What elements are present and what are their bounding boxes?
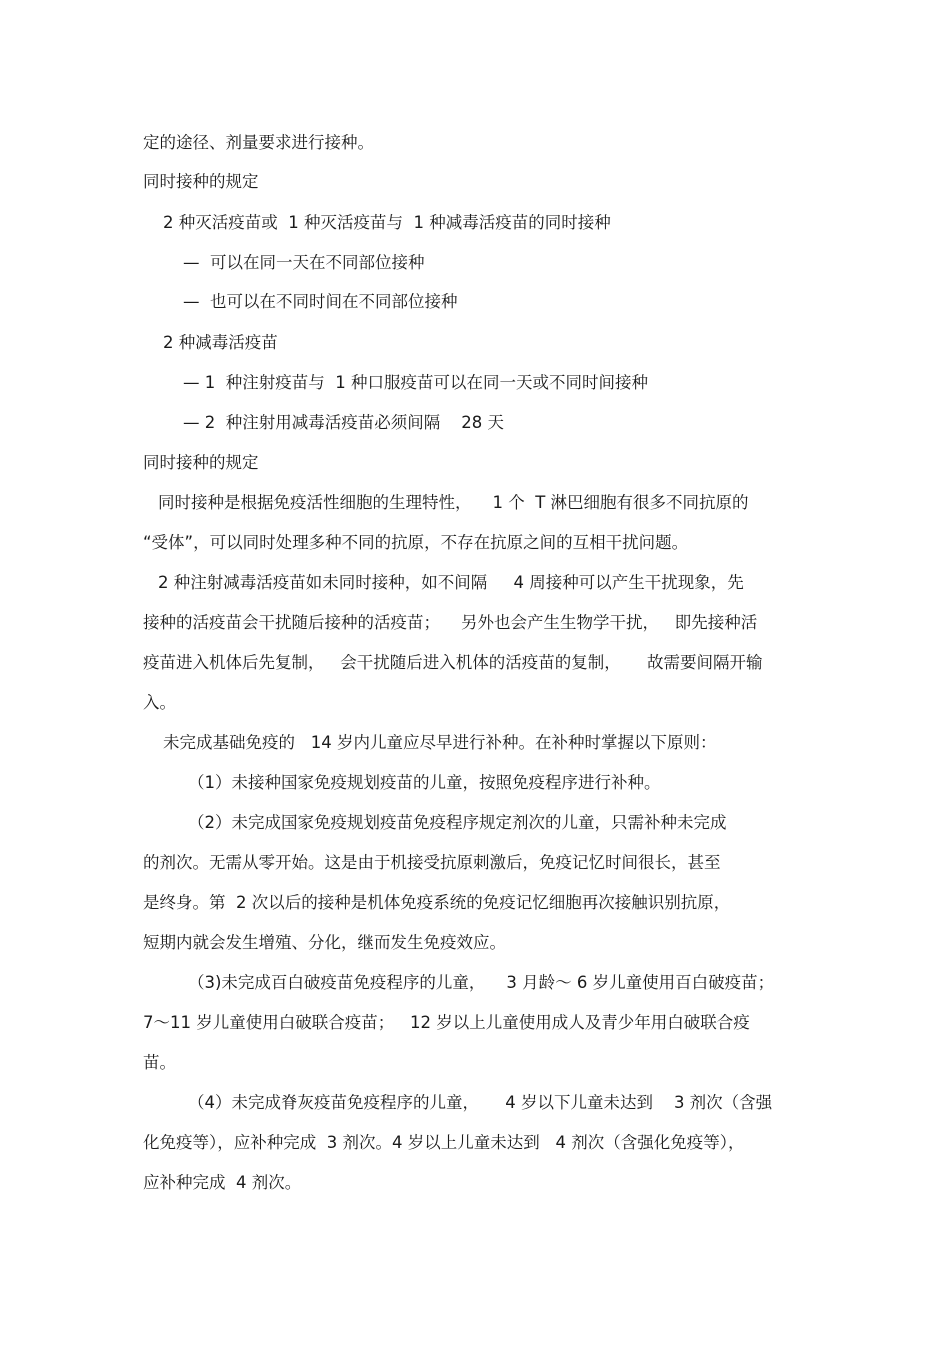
text-line: 疫苗进入机体后先复制， 会干扰随后进入机体的活疫苗的复制， 故需要间隔开输 bbox=[143, 653, 763, 672]
text-line: 7～11 岁儿童使用白破联合疫苗； 12 岁以上儿童使用成人及青少年用白破联合疫 bbox=[143, 1013, 750, 1032]
text-line: “受体”，可以同时处理多种不同的抗原，不存在抗原之间的互相干扰问题。 bbox=[143, 533, 689, 552]
list-item: — 也可以在不同时间在不同部位接种 bbox=[183, 292, 458, 311]
list-item: — 1 种注射疫苗与 1 种口服疫苗可以在同一天或不同时间接种 bbox=[183, 373, 648, 392]
principle-item: （3)未完成百白破疫苗免疫程序的儿童， 3 月龄～ 6 岁儿童使用百白破疫苗； bbox=[188, 973, 775, 992]
text-line: 接种的活疫苗会干扰随后接种的活疫苗； 另外也会产生生物学干扰， 即先接种活 bbox=[143, 613, 758, 632]
text-line: 苗。 bbox=[143, 1053, 176, 1072]
text-line: 是终身。第 2 次以后的接种是机体免疫系统的免疫记忆细胞再次接触识别抗原， bbox=[143, 893, 731, 912]
principle-item: （1）未接种国家免疫规划疫苗的儿童，按照免疫程序进行补种。 bbox=[188, 773, 661, 792]
list-item: — 可以在同一天在不同部位接种 bbox=[183, 253, 425, 272]
section-heading: 同时接种的规定 bbox=[143, 172, 259, 191]
principle-item: （4）未完成脊灰疫苗免疫程序的儿童， 4 岁以下儿童未达到 3 剂次（含强 bbox=[188, 1093, 773, 1112]
text-line: 2 种灭活疫苗或 1 种灭活疫苗与 1 种减毒活疫苗的同时接种 bbox=[163, 213, 611, 232]
text-line: 未完成基础免疫的 14 岁内儿童应尽早进行补种。在补种时掌握以下原则： bbox=[163, 733, 717, 752]
text-line: 化免疫等），应补种完成 3 剂次。4 岁以上儿童未达到 4 剂次（含强化免疫等）， bbox=[143, 1133, 745, 1152]
text-line: 应补种完成 4 剂次。 bbox=[143, 1173, 302, 1192]
text-line: 2 种减毒活疫苗 bbox=[163, 333, 278, 352]
text-line: 同时接种是根据免疫活性细胞的生理特性， 1 个 T 淋巴细胞有很多不同抗原的 bbox=[158, 493, 749, 512]
text-line: 短期内就会发生增殖、分化，继而发生免疫效应。 bbox=[143, 933, 506, 952]
text-line: 定的途径、剂量要求进行接种。 bbox=[143, 133, 374, 152]
text-line: 2 种注射减毒活疫苗如未同时接种，如不间隔 4 周接种可以产生干扰现象，先 bbox=[158, 573, 744, 592]
list-item: — 2 种注射用减毒活疫苗必须间隔 28 天 bbox=[183, 413, 504, 432]
section-heading: 同时接种的规定 bbox=[143, 453, 259, 472]
text-line: 的剂次。无需从零开始。这是由于机接受抗原刺激后，免疫记忆时间很长，甚至 bbox=[143, 853, 721, 872]
text-line: 入。 bbox=[143, 693, 176, 712]
principle-item: （2）未完成国家免疫规划疫苗免疫程序规定剂次的儿童，只需补种未完成 bbox=[188, 813, 727, 832]
